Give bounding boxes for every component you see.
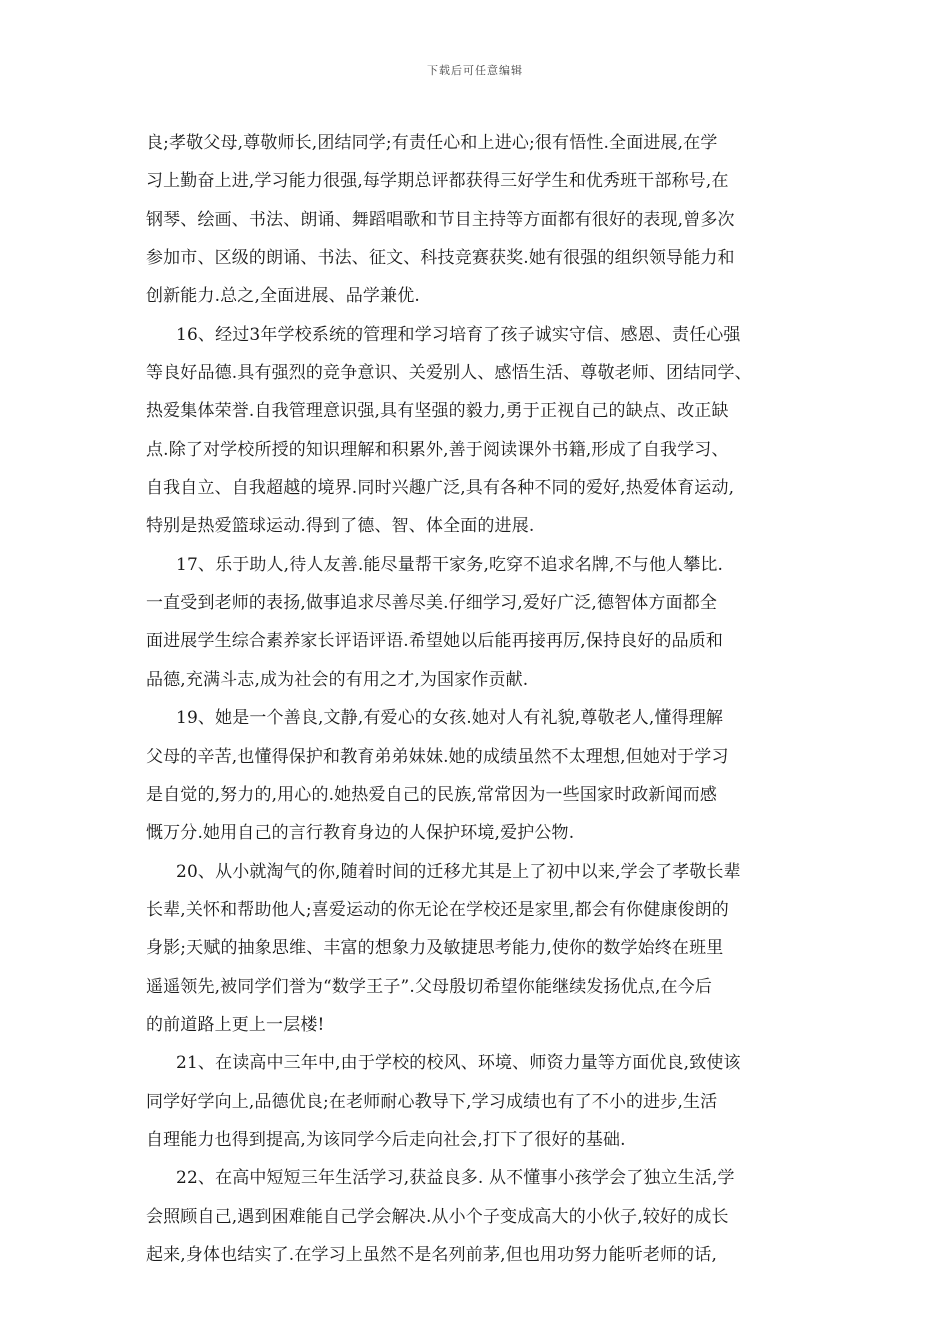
text-line: 22、在高中短短三年生活学习,获益良多. 从不懂事小孩学会了独立生活,学 bbox=[176, 1168, 735, 1189]
text-line: 热爱集体荣誉.自我管理意识强,具有坚强的毅力,勇于正视自己的缺点、改正缺 bbox=[146, 401, 729, 422]
text-line: 是自觉的,努力的,用心的.她热爱自己的民族,常常因为一些国家时政新闻而感 bbox=[146, 784, 718, 805]
text-line: 一直受到老师的表扬,做事追求尽善尽美.仔细学习,爱好广泛,德智体方面都全 bbox=[146, 593, 718, 614]
document-body bbox=[146, 124, 810, 1274]
text-line: 17、乐于助人,待人友善.能尽量帮干家务,吃穿不追求名牌,不与他人攀比. bbox=[176, 554, 724, 575]
text-line: 16、经过3年学校系统的管理和学习培育了孩子诚实守信、感恩、责任心强 bbox=[176, 324, 741, 345]
text-line: 等良好品德.具有强烈的竞争意识、关爱别人、感悟生活、尊敬老师、团结同学、 bbox=[146, 363, 752, 384]
text-line: 创新能力.总之,全面进展、品学兼优. bbox=[146, 286, 420, 307]
text-line: 20、从小就淘气的你,随着时间的迁移尤其是上了初中以来,学会了孝敬长辈 bbox=[176, 861, 741, 882]
text-line: 慨万分.她用自己的言行教育身边的人保护环境,爱护公物. bbox=[146, 823, 575, 844]
text-line: 同学好学向上,品德优良;在老师耐心教导下,学习成绩也有了不小的进步,生活 bbox=[146, 1091, 718, 1112]
text-line: 19、她是一个善良,文静,有爱心的女孩.她对人有礼貌,尊敬老人,懂得理解 bbox=[176, 708, 724, 729]
text-line: 父母的辛苦,也懂得保护和教育弟弟妹妹.她的成绩虽然不太理想,但她对于学习 bbox=[146, 746, 729, 767]
text-line: 21、在读高中三年中,由于学校的校风、环境、师资力量等方面优良,致使该 bbox=[176, 1053, 741, 1074]
text-line: 面进展学生综合素养家长评语评语.希望她以后能再接再厉,保持良好的品质和 bbox=[146, 631, 724, 652]
text-line: 点.除了对学校所授的知识理解和积累外,善于阅读课外书籍,形成了自我学习、 bbox=[146, 439, 729, 460]
text-line: 起来,身体也结实了.在学习上虽然不是名列前茅,但也用功努力能听老师的话, bbox=[146, 1244, 718, 1265]
text-line: 长辈,关怀和帮助他人;喜爱运动的你无论在学校还是家里,都会有你健康俊朗的 bbox=[146, 899, 729, 920]
text-line: 自我自立、自我超越的境界.同时兴趣广泛,具有各种不同的爱好,热爱体育运动, bbox=[146, 478, 735, 499]
text-line: 自理能力也得到提高,为该同学今后走向社会,打下了很好的基础. bbox=[146, 1129, 626, 1150]
text-line: 会照顾自己,遇到困难能自己学会解决.从小个子变成高大的小伙子,较好的成长 bbox=[146, 1206, 729, 1227]
page-header: 下载后可任意编辑 bbox=[427, 64, 523, 77]
text-line: 习上勤奋上进,学习能力很强,每学期总评都获得三好学生和优秀班干部称号,在 bbox=[146, 171, 729, 192]
text-line: 参加市、区级的朗诵、书法、征文、科技竞赛获奖.她有很强的组织领导能力和 bbox=[146, 248, 735, 269]
text-line: 特别是热爱篮球运动.得到了德、智、体全面的进展. bbox=[146, 516, 535, 537]
text-line: 钢琴、绘画、书法、朗诵、舞蹈唱歌和节目主持等方面都有很好的表现,曾多次 bbox=[146, 209, 735, 230]
text-line: 身影;天赋的抽象思维、丰富的想象力及敏捷思考能力,使你的数学始终在班里 bbox=[146, 938, 724, 959]
text-line: 良;孝敬父母,尊敬师长,团结同学;有责任心和上进心;很有悟性.全面进展,在学 bbox=[146, 133, 718, 153]
text-line: 的前道路上更上一层楼! bbox=[146, 1014, 325, 1035]
text-line: 遥遥领先,被同学们誉为“数学王子”.父母殷切希望你能继续发扬优点,在今后 bbox=[146, 976, 712, 997]
text-line: 品德,充满斗志,成为社会的有用之才,为国家作贡献. bbox=[146, 669, 529, 690]
